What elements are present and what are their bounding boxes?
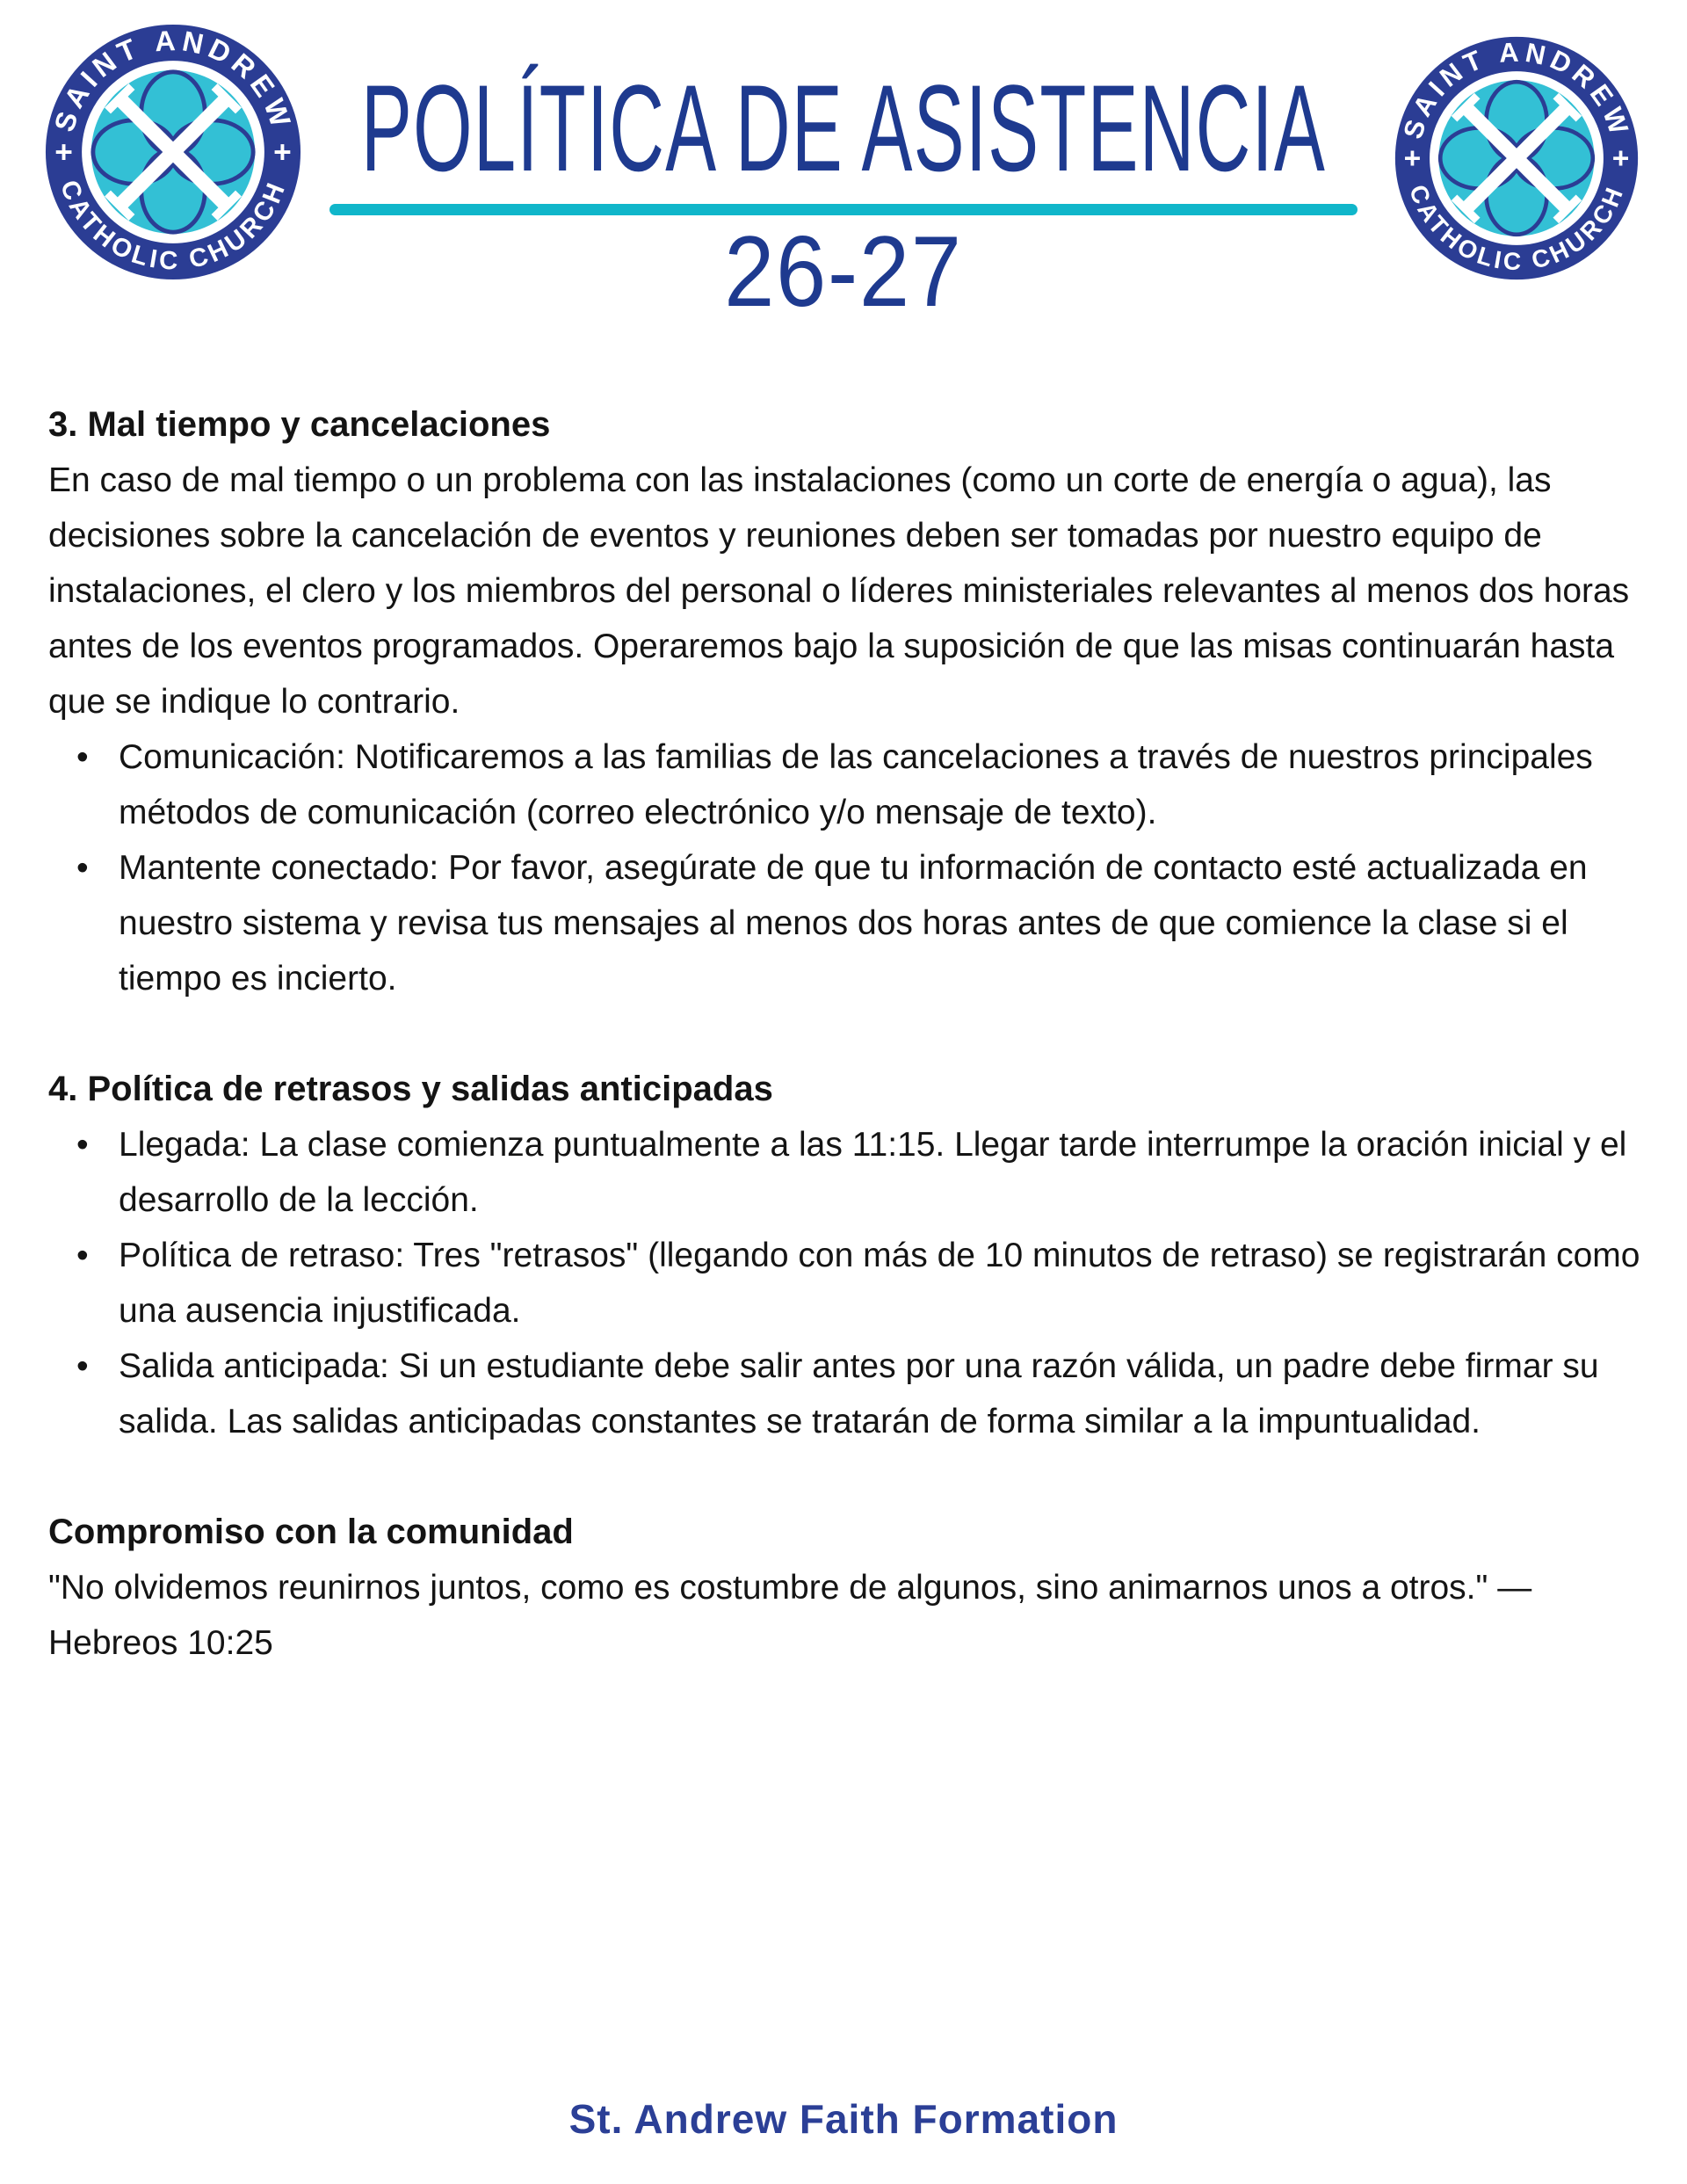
title-divider	[329, 204, 1358, 215]
list-item: • Política de retraso: Tres "retrasos" (llegando con más de 10 minutos de retraso) se registrarán como una ausencia injustificada.	[103, 1228, 1643, 1339]
footer-text: St. Andrew Faith Formation	[568, 2096, 1119, 2142]
church-seal-logo-right	[1394, 35, 1640, 281]
section-paragraph: En caso de mal tiempo o un problema con las instalaciones (como un corte de energía o agua), las decisiones sobre la cancelación de eventos y reuniones deben ser tomadas por nuestro equipo de instalaciones, el clero y los miembros del personal o líderes ministeriales relevantes al menos dos horas antes de los eventos programados. Operaremos bajo la suposición de que las misas continuarán hasta que se indique lo contrario.	[48, 461, 1630, 721]
section-heading: Compromiso con la comunidad	[48, 1513, 574, 1551]
list-item: • Llegada: La clase comienza puntualmente a las 11:15. Llegar tarde interrumpe la oración inicial y el desarrollo de la lección.	[103, 1117, 1643, 1228]
bullet-list	[48, 1117, 1643, 1449]
section-tardiness-early-exit	[48, 1062, 1643, 1449]
section-heading: 3. Mal tiempo y cancelaciones	[48, 405, 551, 444]
section-heading: 4. Política de retrasos y salidas anticipadas	[48, 1070, 773, 1108]
list-item: • Salida anticipada: Si un estudiante debe salir antes por una razón válida, un padre debe firmar su salida. Las salidas anticipadas constantes se tratarán de forma similar a la impuntualidad.	[103, 1339, 1643, 1449]
section-paragraph: "No olvidemos reunirnos juntos, como es costumbre de algunos, sino animarnos unos a otros." — Hebreos 10:25	[48, 1569, 1532, 1662]
page-subtitle: 26-27	[724, 216, 963, 328]
bullet-list	[48, 729, 1643, 1006]
list-item: • Mantente conectado: Por favor, asegúrate de que tu información de contacto esté actualizada en nuestro sistema y revisa tus mensajes al menos dos horas antes de que comience la clase si el tiempo es incierto.	[103, 840, 1643, 1006]
footer	[0, 2095, 1687, 2143]
header	[0, 0, 1687, 387]
page-title: POLÍTICA DE ASISTENCIA	[360, 59, 1327, 197]
section-weather-cancellations	[48, 397, 1643, 1006]
list-item: • Comunicación: Notificaremos a las familias de las cancelaciones a través de nuestros principales métodos de comunicación (correo electrónico y/o mensaje de texto).	[103, 729, 1643, 840]
section-community-commitment	[48, 1505, 1643, 1671]
policy-body	[48, 397, 1643, 1671]
